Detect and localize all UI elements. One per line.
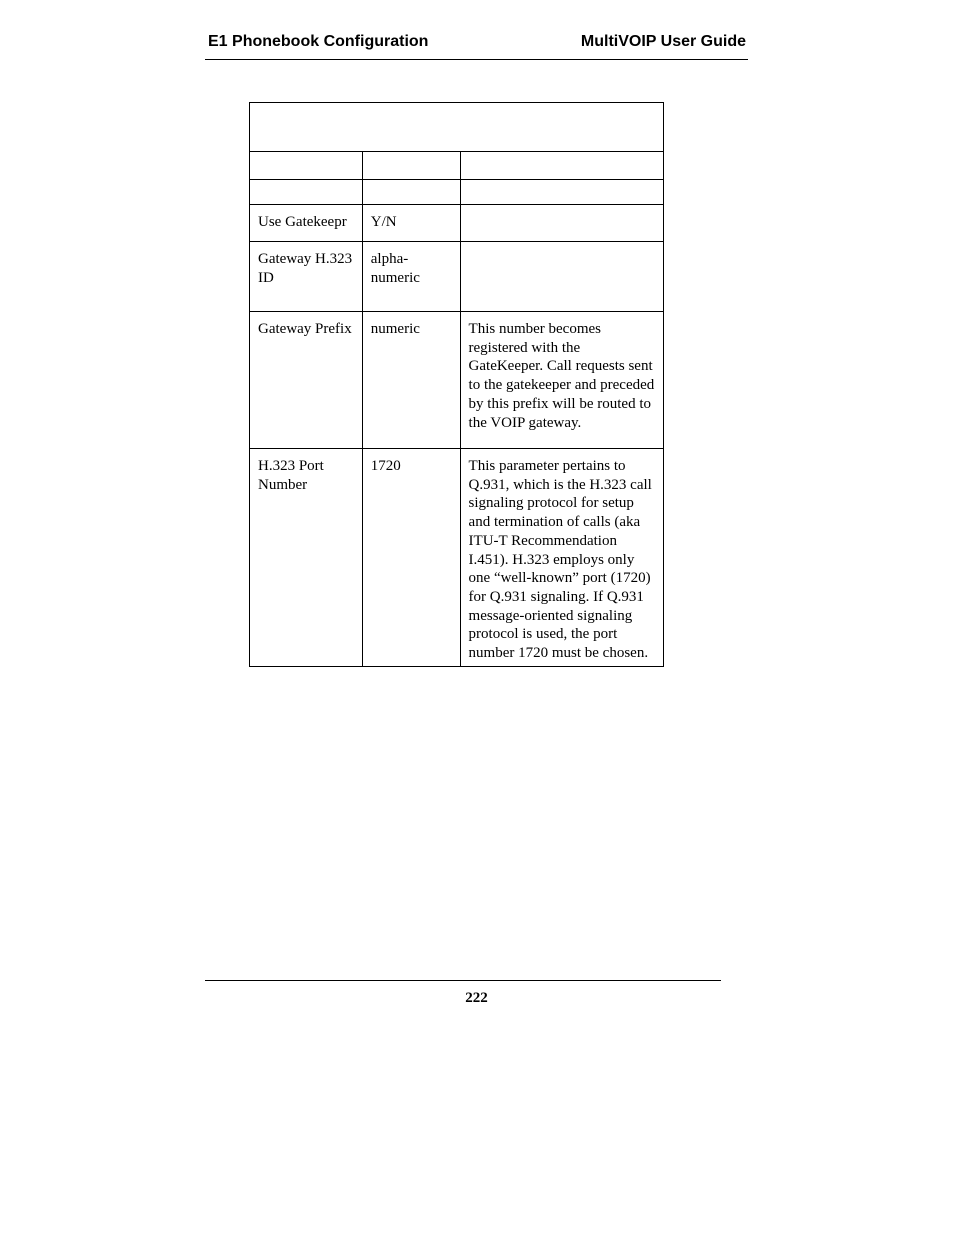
table-title-cell	[250, 103, 664, 152]
field-value-cell: Y/N	[362, 205, 460, 242]
field-description-cell	[460, 242, 663, 312]
page-number: 222	[465, 990, 488, 1006]
section-title: E1 Phonebook Configuration	[208, 33, 429, 50]
header-cell-description	[460, 152, 663, 180]
table-header-row	[250, 152, 664, 180]
table-blank-row	[250, 180, 664, 205]
blank-cell	[250, 180, 363, 205]
table-row-gateway-id	[250, 242, 664, 312]
field-value-cell: 1720	[362, 449, 460, 667]
table-title-row	[250, 103, 664, 152]
field-name-cell: Gateway H.323 ID	[250, 242, 363, 312]
parameter-table	[249, 102, 664, 667]
header-cell-name	[250, 152, 363, 180]
blank-cell	[460, 180, 663, 205]
field-name-cell: Use Gatekeepr	[250, 205, 363, 242]
field-name-cell: Gateway Prefix	[250, 312, 363, 449]
table-row-port-number	[250, 449, 664, 667]
footer-divider	[205, 980, 721, 981]
table-row-use-gatekeeper	[250, 205, 664, 242]
guide-title: MultiVOIP User Guide	[580, 33, 746, 50]
field-description-cell: This number becomes registered with the GateKeeper. Call requests sent to the gatekeeper and preceded by this prefix will be routed to the VOIP gateway.	[460, 312, 663, 449]
header-cell-values	[362, 152, 460, 180]
page-header	[205, 30, 748, 60]
field-value-cell: numeric	[362, 312, 460, 449]
field-description-cell: This parameter pertains to Q.931, which is the H.323 call signaling protocol for setup and termination of calls (aka ITU-T Recommendation I.451). H.323 employs only one “well-known” port (1720) for Q.931 signaling. If Q.931 message-oriented signaling protocol is used, the port number 1720 must be chosen.	[460, 449, 663, 667]
field-name-cell: H.323 Port Number	[250, 449, 363, 667]
blank-cell	[362, 180, 460, 205]
field-value-cell: alpha-numeric	[362, 242, 460, 312]
table-row-gateway-prefix	[250, 312, 664, 449]
field-description-cell	[460, 205, 663, 242]
